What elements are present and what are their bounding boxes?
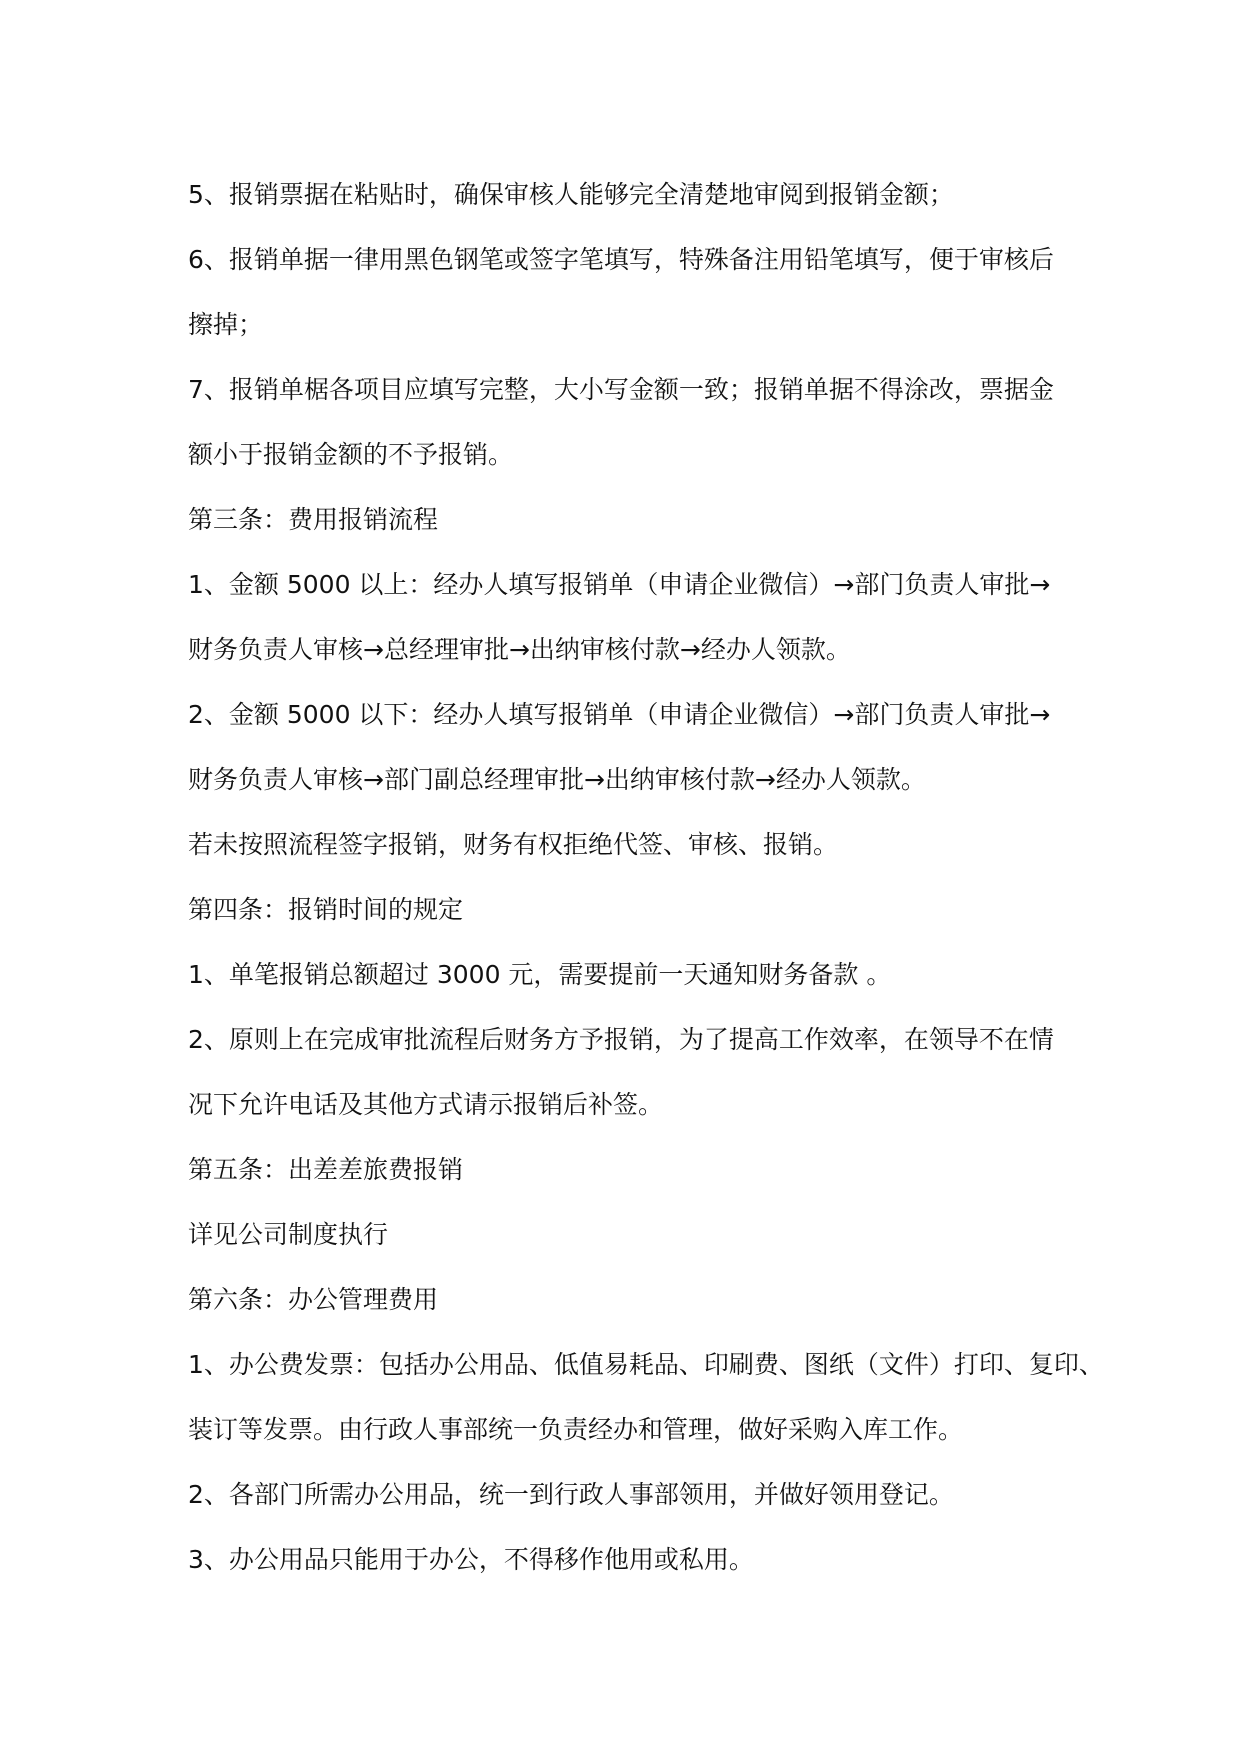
text-line: 2、各部门所需办公用品，统一到行政人事部领用，并做好领用登记。 [188,1480,954,1509]
text-line: 2、原则上在完成审批流程后财务方予报销，为了提高工作效率，在领导不在情 [188,1025,1054,1054]
section-heading: 第三条：费用报销流程 [188,505,439,534]
text-line: 1、办公费发票：包括办公用品、低值易耗品、印刷费、图纸（文件）打印、复印、 [188,1350,1104,1379]
text-line: 1、单笔报销总额超过 3000 元，需要提前一天通知财务备款 。 [188,960,892,989]
text-line: 财务负责人审核→部门副总经理审批→出纳审核付款→经办人领款。 [188,765,926,794]
text-line: 详见公司制度执行 [188,1220,389,1249]
text-line: 7、报销单椐各项目应填写完整，大小写金额一致；报销单据不得涂改，票据金 [188,375,1054,404]
section-heading: 第五条：出差差旅费报销 [188,1155,464,1184]
section-heading: 第六条：办公管理费用 [188,1285,439,1314]
text-line: 1、金额 5000 以上：经办人填写报销单（申请企业微信）→部门负责人审批→ [188,570,1051,599]
text-line: 况下允许电话及其他方式请示报销后补签。 [188,1090,664,1119]
text-line: 擦掉； [188,310,264,339]
text-line: 2、金额 5000 以下：经办人填写报销单（申请企业微信）→部门负责人审批→ [188,700,1051,729]
text-line: 装订等发票。由行政人事部统一负责经办和管理，做好采购入库工作。 [188,1415,964,1444]
text-line: 若未按照流程签字报销，财务有权拒绝代签、审核、报销。 [188,830,839,859]
text-line: 财务负责人审核→总经理审批→出纳审核付款→经办人领款。 [188,635,851,664]
text-line: 3、办公用品只能用于办公，不得移作他用或私用。 [188,1545,754,1574]
text-line: 额小于报销金额的不予报销。 [188,440,514,469]
section-heading: 第四条：报销时间的规定 [188,895,464,924]
text-line: 5、报销票据在粘贴时，确保审核人能够完全清楚地审阅到报销金额； [188,180,954,209]
text-line: 6、报销单据一律用黑色钢笔或签字笔填写，特殊备注用铅笔填写，便于审核后 [188,245,1054,274]
